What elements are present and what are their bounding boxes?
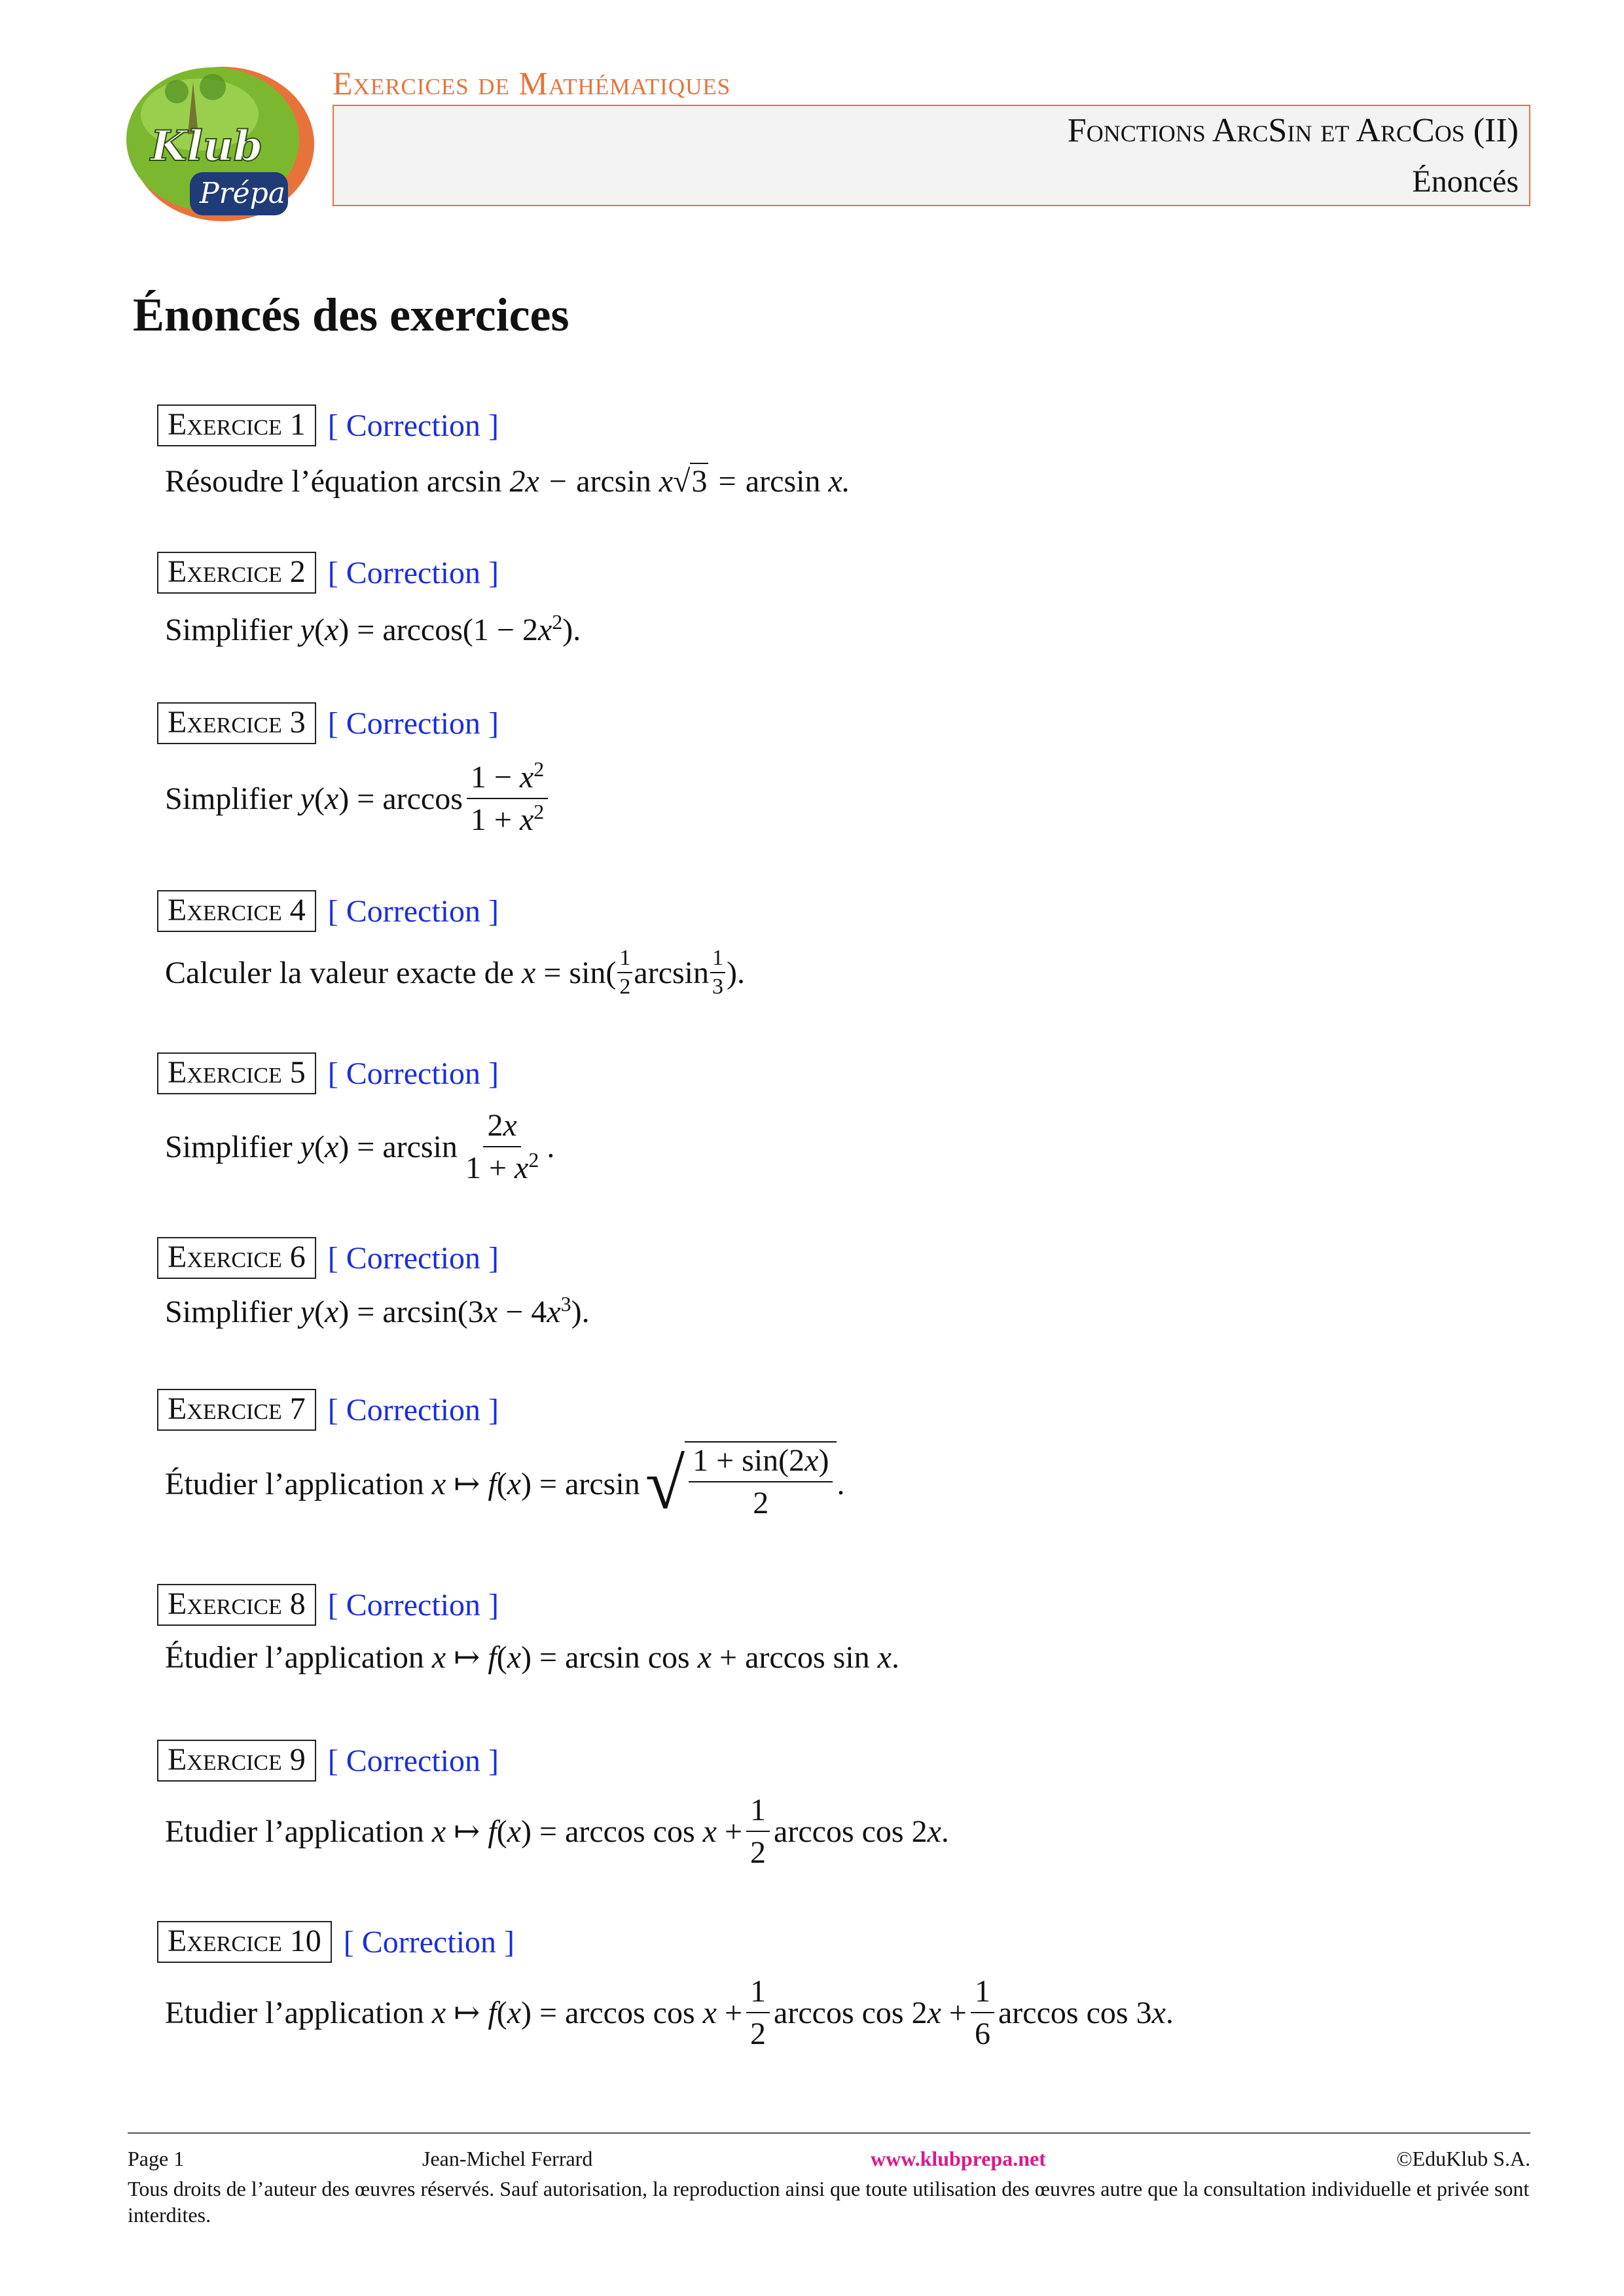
exercise-1-header (157, 404, 499, 446)
correction-link[interactable]: [ Correction ] (327, 1392, 499, 1427)
exercise-label: Exercice 6 (157, 1237, 316, 1279)
footer-page: Page 1 (128, 2147, 185, 2170)
footer-url-link[interactable]: www.klubprepa.net (871, 2147, 1046, 2170)
exercise-7-header (157, 1389, 499, 1431)
exercise-2-statement: Simplifier $y(x) = \arccos(1 - 2x^2)$. (165, 610, 581, 647)
footer-rights: Tous droits de l’auteur des œuvres réservés. Sauf autorisation, la reproduction ainsi que toute utilisation des œuvres autre que la consultation individuelle et privée sont interdites. (128, 2177, 1530, 2227)
exercise-4-header (157, 890, 499, 932)
exercise-10-header (157, 1921, 514, 1963)
svg-text:Klub: Klub (151, 122, 263, 171)
exercise-8-header (157, 1584, 499, 1626)
exercise-label: Exercice 4 (157, 890, 316, 932)
correction-link[interactable]: [ Correction ] (343, 1924, 515, 1960)
correction-link[interactable]: [ Correction ] (327, 893, 499, 929)
exercise-4-statement: Calculer la valeur exacte de x = sin( $\frac{1}{2}$ arcsin $\frac{1}{3}$ ). (165, 946, 745, 999)
footer-divider (128, 2132, 1530, 2134)
site-title: Exercices de Mathématiques (333, 65, 731, 101)
formula: x = sin( $\frac{1}{2}$ arcsin $\frac{1}{3}$ ). (522, 946, 745, 999)
exercise-label: Exercice 9 (157, 1740, 316, 1782)
correction-link[interactable]: [ Correction ] (327, 1587, 499, 1623)
formula: arcsin 2x − arcsin x√3 = arcsin x. (426, 464, 850, 499)
exercise-9-header (157, 1740, 499, 1782)
exercise-9-statement: Etudier l’application x ↦ f ( x ) = arccos cos x + $\frac{1}{2}$ arccos cos 2 x . (165, 1793, 949, 1870)
exercise-8-statement: Étudier l’application x ↦ f(x) = arcsin cos x + arccos sin x. (165, 1640, 899, 1675)
formula: x ↦ f(x) = arcsin cos x + arccos sin x. (431, 1640, 899, 1675)
formula: x ↦ f ( x ) = arccos cos x + $\frac{1}{2}$ arccos cos 2 x . (431, 1793, 949, 1870)
correction-link[interactable]: [ Correction ] (327, 555, 499, 590)
formula: x ↦ f ( x ) = arccos cos x + $\frac{1}{2}$ arccos cos 2 x + $\frac{1}{6}$ arccos cos 3 x . (431, 1974, 1174, 2051)
exercise-5-header (157, 1052, 499, 1094)
exercise-2-header (157, 552, 499, 594)
footer-author: Jean-Michel Ferrard (422, 2147, 593, 2170)
formula: y ( x ) = arcsin $\frac{2x}{1 + x^2}$ . (300, 1108, 555, 1185)
exercise-1-statement: Résoudre l’équation arcsin 2x − arcsin x√3 = arcsin x. (165, 464, 850, 499)
exercise-3-header (157, 702, 499, 744)
exercise-label: Exercice 2 (157, 552, 316, 594)
exercise-5-statement: Simplifier y ( x ) = arcsin $\frac{2x}{1 + x^2}$ . (165, 1108, 555, 1185)
exercise-label: Exercice 7 (157, 1389, 316, 1431)
exercise-label: Exercice 8 (157, 1584, 316, 1626)
exercise-label: Exercice 3 (157, 702, 316, 744)
exercise-label: Exercice 10 (157, 1921, 332, 1963)
header-topic: Fonctions ArcSin et ArcCos (II) (1067, 112, 1519, 149)
svg-text:Prépa: Prépa (200, 177, 286, 210)
page-title: Énoncés des exercices (133, 289, 569, 341)
exercise-3-statement: Simplifier y ( x ) = arccos $\frac{1 - x^2}{1 + x^2}$ (165, 759, 552, 838)
exercise-label: Exercice 5 (157, 1052, 316, 1094)
correction-link[interactable]: [ Correction ] (327, 1056, 499, 1091)
formula: $y(x) = \arcsin(3x - 4x^3)$. (300, 1292, 590, 1329)
correction-link[interactable]: [ Correction ] (327, 1743, 499, 1778)
formula: x ↦ f ( x ) = arcsin √ $\frac{1 + \sin(2x)}{2}$ . (432, 1446, 845, 1521)
footer-copyright: ©EduKlub S.A. (1396, 2147, 1530, 2170)
correction-link[interactable]: [ Correction ] (327, 408, 499, 443)
exercise-6-statement: Simplifier $y(x) = \arcsin(3x - 4x^3)$. (165, 1292, 590, 1329)
formula: y ( x ) = arccos $\frac{1 - x^2}{1 + x^2}$ (300, 759, 552, 838)
correction-link[interactable]: [ Correction ] (327, 706, 499, 741)
exercise-6-header (157, 1237, 499, 1279)
correction-link[interactable]: [ Correction ] (327, 1240, 499, 1276)
exercise-10-statement: Etudier l’application x ↦ f ( x ) = arccos cos x + $\frac{1}{2}$ arccos cos 2 x + $\frac{1}{6}$ arccos cos 3 x . (165, 1974, 1174, 2051)
exercise-label: Exercice 1 (157, 404, 316, 446)
header-box (333, 105, 1530, 206)
formula: $y(x) = \arccos(1 - 2x^2)$. (300, 610, 581, 647)
header-section: Énoncés (1412, 164, 1519, 199)
exercise-7-statement: Étudier l’application x ↦ f ( x ) = arcsin √ $\frac{1 + \sin(2x)}{2}$ . (165, 1446, 844, 1521)
klubprepa-logo (115, 62, 317, 226)
